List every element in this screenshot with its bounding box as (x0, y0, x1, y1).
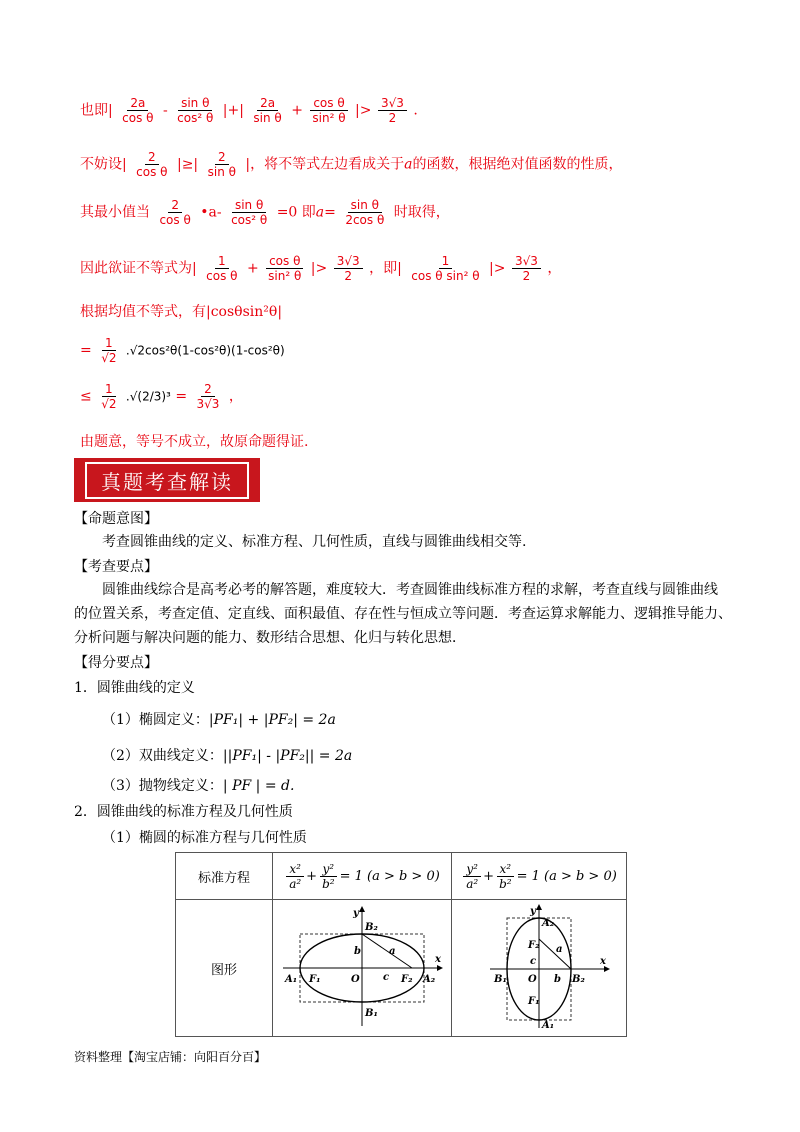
item-1b: （2）双曲线定义：||PF₁| - |PF₂|| = 2a (102, 748, 353, 764)
item-1c: （3）抛物线定义：| PF | = d. (102, 778, 295, 794)
svg-text:B₁: B₁ (365, 1008, 378, 1019)
fraction: $\frac{\text{sin θ}}{\text{2cos θ}}$ (345, 198, 385, 227)
fraction: $\frac{1}{\text{cos θ sin² θ}}$ (411, 254, 480, 283)
proof-line-6: = $\frac{1}{√2}$ .√2cos²θ(1-cos²θ)(1-cos²θ) (80, 336, 285, 365)
svg-text:F₂: F₂ (528, 940, 540, 951)
tag-scoring: 【得分要点】 (74, 655, 158, 671)
row-label: 图形 (176, 900, 273, 1037)
standard-equation-vertical: $\frac{\text{y²}}{\text{a²}}$ + $\frac{\text{x²}}{\text{b²}}$ = 1 (a > b > 0) (452, 853, 627, 900)
key-points-line-1: 圆锥曲线综合是高考必考的解答题，难度较大．考查圆锥曲线标准方程的求解，考查直线与圆锥曲线 (102, 582, 718, 598)
section-banner (74, 458, 260, 502)
proof-line-7: ≤ $\frac{1}{√2}$ .√(2/3)³ = $\frac{2}{3√3}$ ， (80, 382, 243, 411)
fraction: $\frac{2}{\text{cos θ}}$ (136, 150, 168, 179)
svg-text:A₂: A₂ (423, 974, 436, 985)
svg-text:B₁: B₁ (494, 974, 507, 985)
svg-text:x: x (600, 956, 606, 967)
svg-text:F₁: F₁ (528, 996, 540, 1007)
fraction: $\frac{\text{sin θ}}{\text{cos² θ}}$ (177, 96, 214, 125)
ellipse-diagram-vertical (464, 904, 614, 1032)
svg-text:y: y (530, 906, 536, 917)
svg-text:x: x (435, 954, 441, 965)
footer-source: 资料整理【淘宝店铺：向阳百分百】 (74, 1050, 267, 1064)
svg-text:F₁: F₁ (309, 974, 321, 985)
fraction: $\frac{2a}{\text{cos θ}}$ (122, 96, 154, 125)
svg-text:B₂: B₂ (365, 922, 378, 933)
fraction: $\frac{2a}{\text{sin θ}}$ (253, 96, 282, 125)
item-1a: （1）椭圆定义：|PF₁| + |PF₂| = 2a (102, 712, 336, 728)
svg-text:O: O (351, 974, 360, 985)
proof-line-5: 根据均值不等式，有|cosθsin²θ| (80, 304, 283, 320)
fraction: $\frac{2}{\text{sin θ}}$ (207, 150, 236, 179)
fraction: $\frac{2}{3√3}$ (196, 382, 220, 411)
svg-text:a: a (556, 944, 563, 955)
ellipse-properties-table (175, 852, 627, 1037)
tag-key-points: 【考查要点】 (74, 559, 158, 575)
proof-line-2: 不妨设| $\frac{2}{\text{cos θ}}$ |≥| $\frac{2}{\text{sin θ}}$ |，将不等式左边看成关于a的函数，根据绝对值函数的性质， (80, 150, 623, 179)
item-2a: （1）椭圆的标准方程与几何性质 (102, 830, 307, 846)
fraction: $\frac{3√3}{2}$ (378, 96, 407, 125)
proof-conclusion: 由题意，等号不成立，故原命题得证. (80, 434, 309, 450)
fraction: $\frac{1}{\text{cos θ}}$ (206, 254, 238, 283)
fraction: $\frac{3√3}{2}$ (334, 254, 363, 283)
svg-text:c: c (383, 972, 390, 983)
proof-line-1: 也即| $\frac{2a}{\text{cos θ}}$ - $\frac{\text{sin θ}}{\text{cos² θ}}$ |+| $\frac{2a}{\text{sin θ}}$ + $\frac{\text{cos θ}}{\text{sin² θ}}$ |> $\frac{3√3}{2}$ . (80, 96, 418, 125)
svg-text:O: O (528, 974, 537, 985)
svg-text:A₂: A₂ (542, 918, 555, 929)
banner-title: 真题考查解读 (85, 462, 249, 499)
fraction: $\frac{\text{cos θ}}{\text{sin² θ}}$ (265, 254, 304, 283)
figure-vertical-ellipse (452, 900, 627, 1037)
intent-text: 考查圆锥曲线的定义、标准方程、几何性质，直线与圆锥曲线相交等. (102, 534, 527, 550)
standard-equation-horizontal: $\frac{\text{x²}}{\text{a²}}$ + $\frac{\text{y²}}{\text{b²}}$ = 1 (a > b > 0) (273, 853, 452, 900)
svg-text:c: c (530, 956, 537, 967)
item-1: 1．圆锥曲线的定义 (74, 680, 195, 696)
svg-text:y: y (353, 908, 359, 919)
svg-text:B₂: B₂ (572, 974, 585, 985)
proof-line-4: 因此欲证不等式为| $\frac{1}{\text{cos θ}}$ + $\frac{\text{cos θ}}{\text{sin² θ}}$ |> $\frac{3√3}{2}$ ，即| $\frac{1}{\text{cos θ sin² θ}}$ |> $\frac{3√3}{2}$ ， (80, 254, 562, 283)
svg-text:a: a (389, 946, 396, 957)
svg-text:A₁: A₁ (542, 1020, 555, 1031)
fraction: $\frac{1}{√2}$ (101, 336, 117, 365)
proof-line-3: 其最小值当 $\frac{2}{\text{cos θ}}$ •a- $\frac{\text{sin θ}}{\text{cos² θ}}$ =0 即a= $\frac{\text{sin θ}}{\text{2cos θ}}$ 时取得， (80, 198, 450, 227)
svg-text:F₂: F₂ (401, 974, 413, 985)
svg-text:A₁: A₁ (285, 974, 298, 985)
fraction: $\frac{3√3}{2}$ (512, 254, 541, 283)
item-2: 2．圆锥曲线的标准方程及几何性质 (74, 804, 293, 820)
row-label: 标准方程 (176, 853, 273, 900)
key-points-line-3: 分析问题与解决问题的能力、数形结合思想、化归与转化思想． (74, 630, 466, 646)
svg-text:b: b (554, 974, 561, 985)
fraction: $\frac{2}{\text{cos θ}}$ (159, 198, 191, 227)
fraction: $\frac{\text{sin θ}}{\text{cos² θ}}$ (231, 198, 268, 227)
tag-intent: 【命题意图】 (74, 511, 158, 527)
fraction: $\frac{\text{cos θ}}{\text{sin² θ}}$ (309, 96, 348, 125)
segment-a (362, 934, 412, 968)
table-row (176, 900, 627, 1037)
ellipse-diagram-horizontal (277, 904, 447, 1032)
figure-horizontal-ellipse (273, 900, 452, 1037)
table-row (176, 853, 627, 900)
svg-text:b: b (354, 946, 361, 957)
key-points-line-2: 的位置关系，考查定值、定直线、面积最值、存在性与恒成立等问题．考查运算求解能力、逻辑推导能力、 (74, 606, 732, 622)
fraction: $\frac{1}{√2}$ (101, 382, 117, 411)
